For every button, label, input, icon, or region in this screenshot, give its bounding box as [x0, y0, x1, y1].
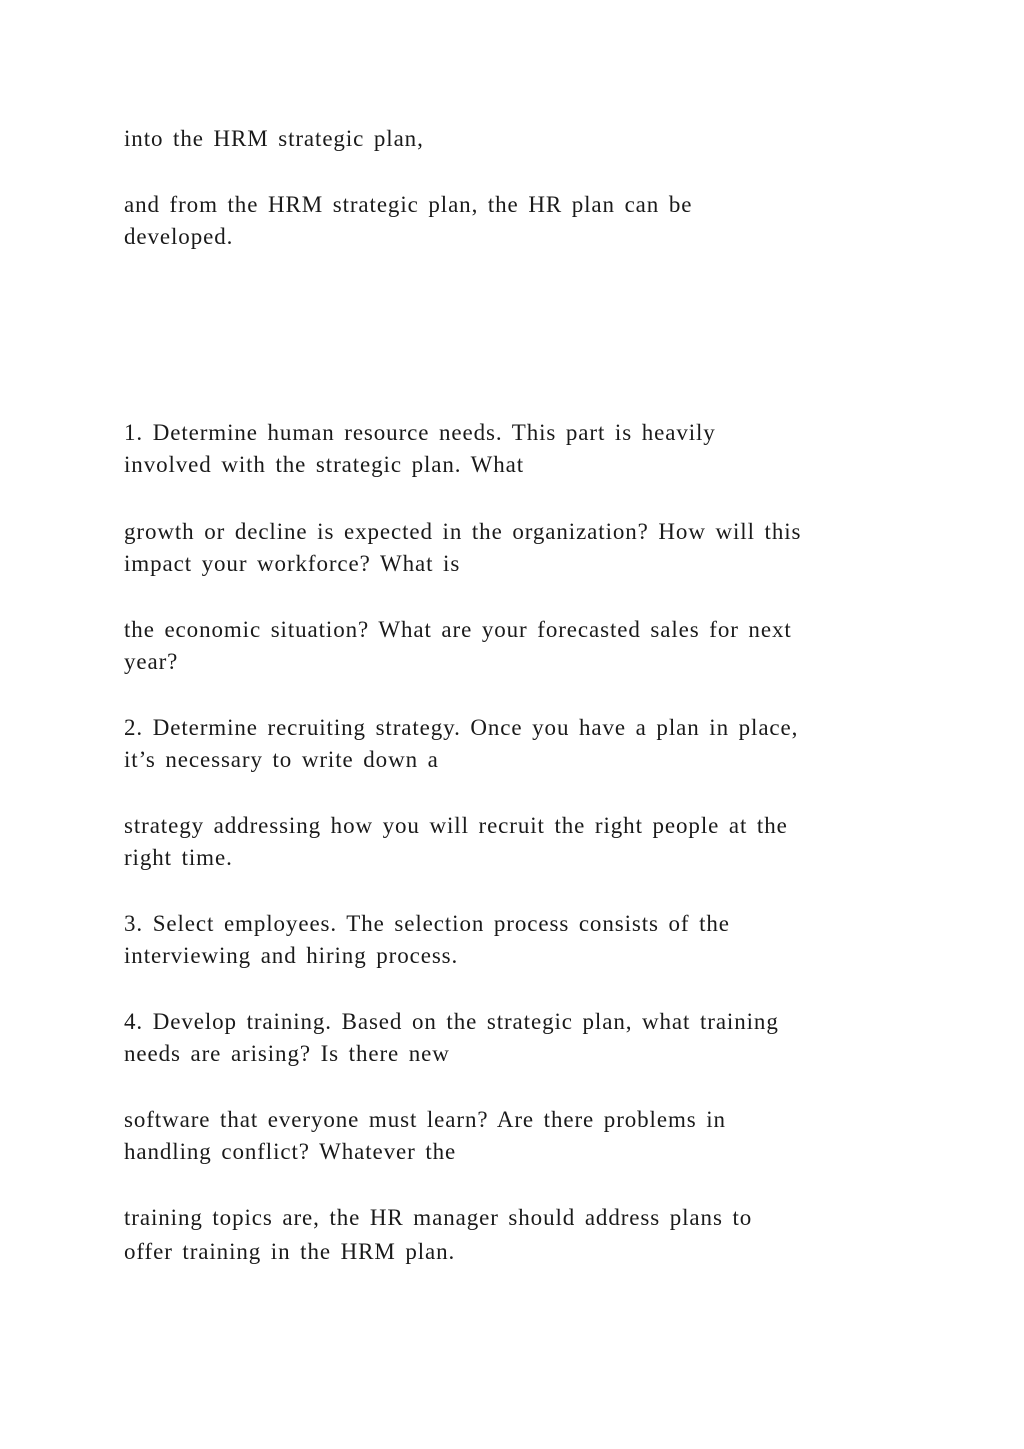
text-line: growth or decline is expected in the organization? How will this: [124, 519, 802, 544]
text-line: offer training in the HRM plan.: [124, 1239, 456, 1264]
text-line: 3. Select employees. The selection process consists of the: [124, 911, 730, 936]
text-line: 1. Determine human resource needs. This part is heavily: [124, 420, 716, 445]
text-line: software that everyone must learn? Are there problems in: [124, 1107, 726, 1132]
text-line: it’s necessary to write down a: [124, 747, 439, 772]
text-line: handling conflict? Whatever the: [124, 1139, 457, 1164]
text-line: into the HRM strategic plan,: [124, 126, 424, 151]
text-line: developed.: [124, 224, 234, 249]
text-line: year?: [124, 649, 179, 674]
text-line: involved with the strategic plan. What: [124, 452, 525, 477]
text-line: strategy addressing how you will recruit the right people at the: [124, 813, 788, 838]
text-line: interviewing and hiring process.: [124, 943, 459, 968]
text-line: right time.: [124, 845, 233, 870]
text-line: and from the HRM strategic plan, the HR plan can be: [124, 192, 693, 217]
text-line: 4. Develop training. Based on the strategic plan, what training: [124, 1009, 779, 1034]
text-line: impact your workforce? What is: [124, 551, 461, 576]
text-line: the economic situation? What are your forecasted sales for next: [124, 617, 792, 642]
text-line: training topics are, the HR manager should address plans to: [124, 1205, 753, 1230]
text-line: needs are arising? Is there new: [124, 1041, 450, 1066]
text-line: 2. Determine recruiting strategy. Once you have a plan in place,: [124, 715, 799, 740]
